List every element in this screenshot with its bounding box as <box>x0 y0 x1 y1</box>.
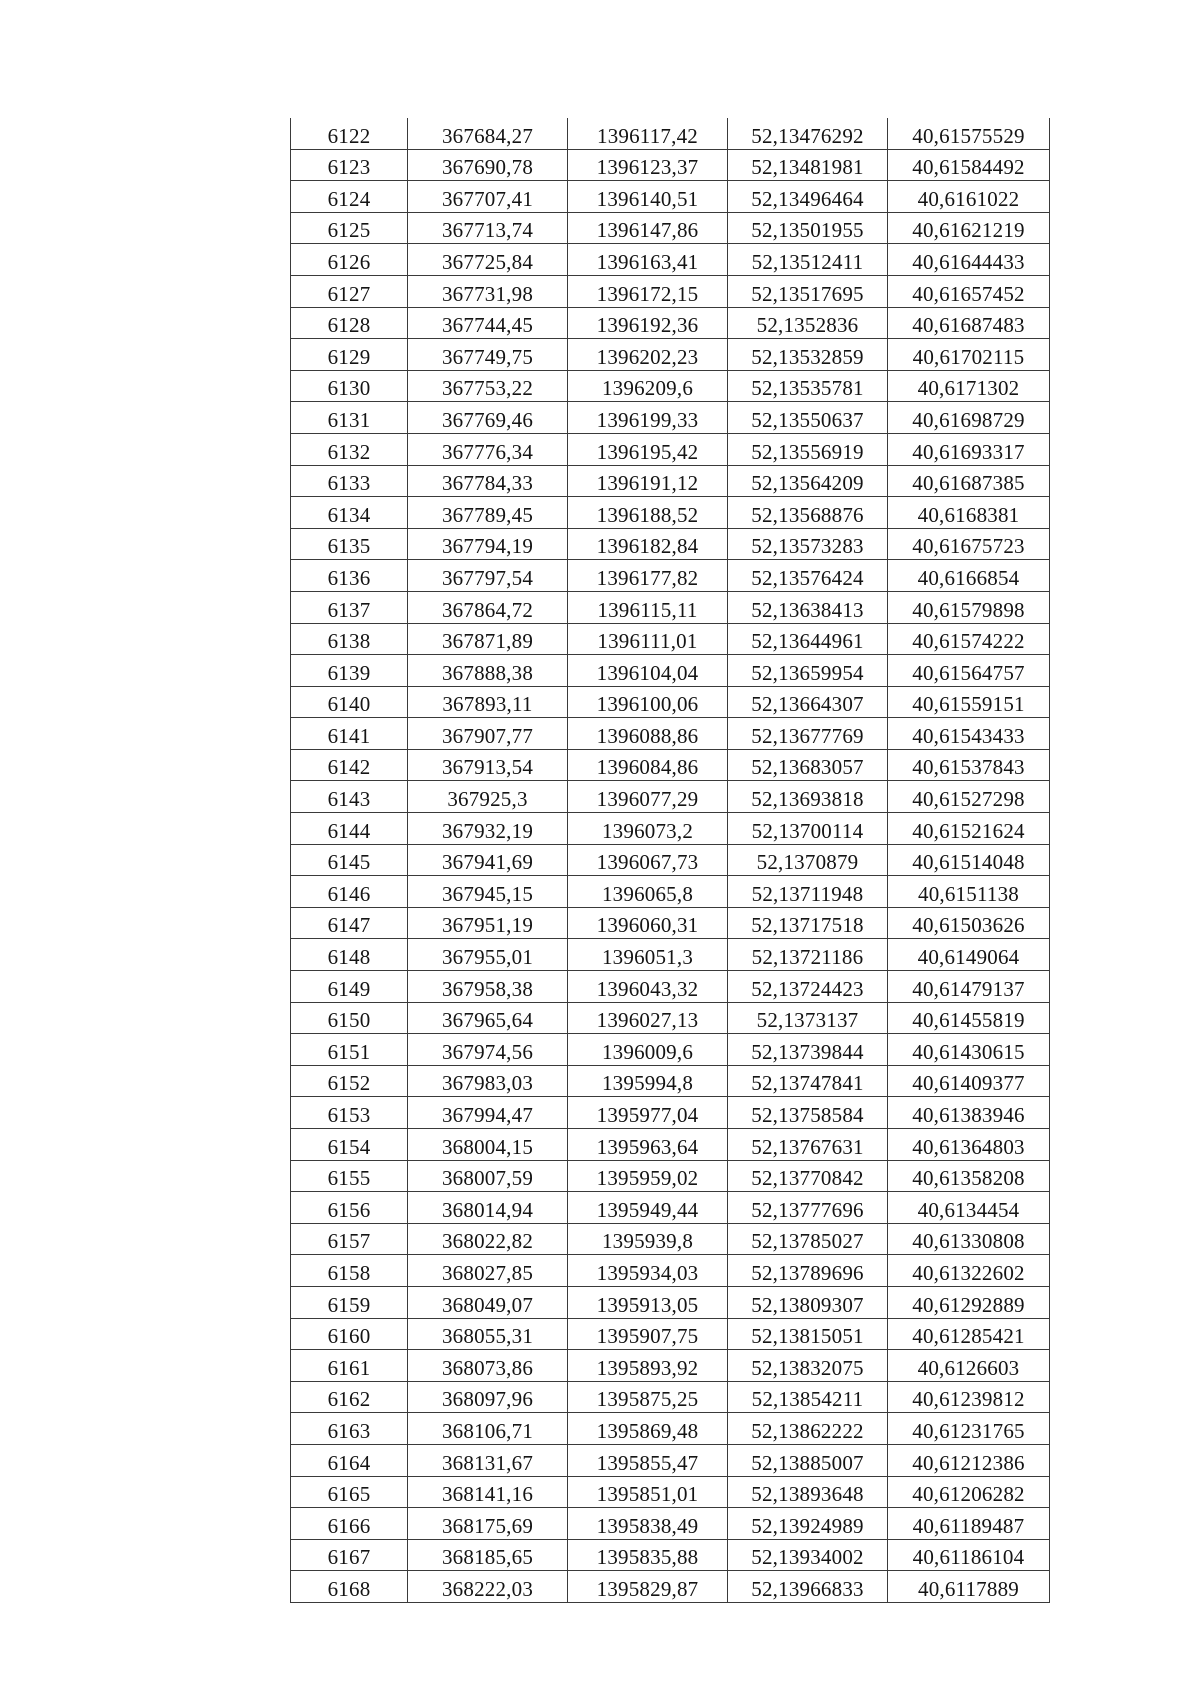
longitude-cell: 40,61189487 <box>888 1508 1050 1540</box>
longitude-cell: 40,61527298 <box>888 781 1050 813</box>
longitude-cell: 40,6168381 <box>888 497 1050 529</box>
x-coordinate-cell: 367744,45 <box>408 307 568 339</box>
point-number-cell: 6126 <box>291 244 408 276</box>
y-coordinate-cell: 1395893,92 <box>568 1350 728 1382</box>
point-number-cell: 6167 <box>291 1539 408 1571</box>
y-coordinate-cell: 1396104,04 <box>568 655 728 687</box>
table-row <box>291 813 1050 845</box>
y-coordinate-cell: 1396209,6 <box>568 370 728 402</box>
table-row <box>291 1413 1050 1445</box>
latitude-cell: 52,13532859 <box>728 339 888 371</box>
latitude-cell: 52,13535781 <box>728 370 888 402</box>
longitude-cell: 40,61383946 <box>888 1097 1050 1129</box>
point-number-cell: 6154 <box>291 1129 408 1161</box>
point-number-cell: 6137 <box>291 591 408 623</box>
x-coordinate-cell: 368022,82 <box>408 1223 568 1255</box>
point-number-cell: 6129 <box>291 339 408 371</box>
table-row <box>291 1160 1050 1192</box>
point-number-cell: 6158 <box>291 1255 408 1287</box>
table-row <box>291 1097 1050 1129</box>
x-coordinate-cell: 367794,19 <box>408 528 568 560</box>
point-number-cell: 6134 <box>291 497 408 529</box>
longitude-cell: 40,61239812 <box>888 1381 1050 1413</box>
point-number-cell: 6130 <box>291 370 408 402</box>
x-coordinate-cell: 368097,96 <box>408 1381 568 1413</box>
point-number-cell: 6160 <box>291 1318 408 1350</box>
longitude-cell: 40,61430615 <box>888 1034 1050 1066</box>
latitude-cell: 52,13924989 <box>728 1508 888 1540</box>
latitude-cell: 52,13576424 <box>728 560 888 592</box>
x-coordinate-cell: 367941,69 <box>408 844 568 876</box>
y-coordinate-cell: 1396043,32 <box>568 971 728 1003</box>
latitude-cell: 52,13758584 <box>728 1097 888 1129</box>
table-row <box>291 149 1050 181</box>
table-row <box>291 1476 1050 1508</box>
point-number-cell: 6149 <box>291 971 408 1003</box>
point-number-cell: 6131 <box>291 402 408 434</box>
table-row <box>291 339 1050 371</box>
x-coordinate-cell: 368175,69 <box>408 1508 568 1540</box>
longitude-cell: 40,6161022 <box>888 181 1050 213</box>
x-coordinate-cell: 367945,15 <box>408 876 568 908</box>
longitude-cell: 40,61292889 <box>888 1286 1050 1318</box>
table-row <box>291 1065 1050 1097</box>
table-row <box>291 1255 1050 1287</box>
point-number-cell: 6165 <box>291 1476 408 1508</box>
longitude-cell: 40,6117889 <box>888 1571 1050 1603</box>
longitude-cell: 40,61687483 <box>888 307 1050 339</box>
x-coordinate-cell: 367907,77 <box>408 718 568 750</box>
latitude-cell: 52,13517695 <box>728 275 888 307</box>
x-coordinate-cell: 367707,41 <box>408 181 568 213</box>
longitude-cell: 40,61621219 <box>888 212 1050 244</box>
x-coordinate-cell: 367974,56 <box>408 1034 568 1066</box>
latitude-cell: 52,13809307 <box>728 1286 888 1318</box>
y-coordinate-cell: 1396140,51 <box>568 181 728 213</box>
longitude-cell: 40,61657452 <box>888 275 1050 307</box>
point-number-cell: 6147 <box>291 907 408 939</box>
longitude-cell: 40,6171302 <box>888 370 1050 402</box>
longitude-cell: 40,61206282 <box>888 1476 1050 1508</box>
latitude-cell: 52,13785027 <box>728 1223 888 1255</box>
y-coordinate-cell: 1396060,31 <box>568 907 728 939</box>
table-row <box>291 244 1050 276</box>
point-number-cell: 6159 <box>291 1286 408 1318</box>
latitude-cell: 52,13644961 <box>728 623 888 655</box>
y-coordinate-cell: 1395829,87 <box>568 1571 728 1603</box>
latitude-cell: 52,13496464 <box>728 181 888 213</box>
longitude-cell: 40,61687385 <box>888 465 1050 497</box>
table-row <box>291 591 1050 623</box>
longitude-cell: 40,61702115 <box>888 339 1050 371</box>
table-row <box>291 907 1050 939</box>
x-coordinate-cell: 367871,89 <box>408 623 568 655</box>
point-number-cell: 6144 <box>291 813 408 845</box>
latitude-cell: 52,13717518 <box>728 907 888 939</box>
y-coordinate-cell: 1396009,6 <box>568 1034 728 1066</box>
x-coordinate-cell: 368073,86 <box>408 1350 568 1382</box>
table-row <box>291 370 1050 402</box>
latitude-cell: 52,13885007 <box>728 1444 888 1476</box>
latitude-cell: 52,1370879 <box>728 844 888 876</box>
y-coordinate-cell: 1396111,01 <box>568 623 728 655</box>
x-coordinate-cell: 367955,01 <box>408 939 568 971</box>
y-coordinate-cell: 1395838,49 <box>568 1508 728 1540</box>
table-row <box>291 402 1050 434</box>
point-number-cell: 6122 <box>291 118 408 149</box>
point-number-cell: 6150 <box>291 1002 408 1034</box>
table-row <box>291 655 1050 687</box>
y-coordinate-cell: 1396073,2 <box>568 813 728 845</box>
point-number-cell: 6127 <box>291 275 408 307</box>
table-row <box>291 1571 1050 1603</box>
latitude-cell: 52,13568876 <box>728 497 888 529</box>
y-coordinate-cell: 1395939,8 <box>568 1223 728 1255</box>
x-coordinate-cell: 367731,98 <box>408 275 568 307</box>
table-row <box>291 497 1050 529</box>
y-coordinate-cell: 1396100,06 <box>568 686 728 718</box>
point-number-cell: 6162 <box>291 1381 408 1413</box>
point-number-cell: 6124 <box>291 181 408 213</box>
y-coordinate-cell: 1395977,04 <box>568 1097 728 1129</box>
longitude-cell: 40,61644433 <box>888 244 1050 276</box>
latitude-cell: 52,13770842 <box>728 1160 888 1192</box>
latitude-cell: 52,13556919 <box>728 433 888 465</box>
y-coordinate-cell: 1396088,86 <box>568 718 728 750</box>
x-coordinate-cell: 368014,94 <box>408 1192 568 1224</box>
x-coordinate-cell: 368185,65 <box>408 1539 568 1571</box>
y-coordinate-cell: 1396027,13 <box>568 1002 728 1034</box>
point-number-cell: 6161 <box>291 1350 408 1382</box>
longitude-cell: 40,61584492 <box>888 149 1050 181</box>
latitude-cell: 52,13739844 <box>728 1034 888 1066</box>
y-coordinate-cell: 1395875,25 <box>568 1381 728 1413</box>
y-coordinate-cell: 1396115,11 <box>568 591 728 623</box>
x-coordinate-cell: 367932,19 <box>408 813 568 845</box>
x-coordinate-cell: 368222,03 <box>408 1571 568 1603</box>
y-coordinate-cell: 1395934,03 <box>568 1255 728 1287</box>
latitude-cell: 52,13711948 <box>728 876 888 908</box>
y-coordinate-cell: 1396067,73 <box>568 844 728 876</box>
point-number-cell: 6125 <box>291 212 408 244</box>
table-row <box>291 307 1050 339</box>
table-row <box>291 876 1050 908</box>
y-coordinate-cell: 1396065,8 <box>568 876 728 908</box>
latitude-cell: 52,13664307 <box>728 686 888 718</box>
longitude-cell: 40,61503626 <box>888 907 1050 939</box>
point-number-cell: 6148 <box>291 939 408 971</box>
point-number-cell: 6163 <box>291 1413 408 1445</box>
x-coordinate-cell: 367725,84 <box>408 244 568 276</box>
table-row <box>291 1223 1050 1255</box>
point-number-cell: 6151 <box>291 1034 408 1066</box>
table-row <box>291 433 1050 465</box>
y-coordinate-cell: 1395869,48 <box>568 1413 728 1445</box>
x-coordinate-cell: 367789,45 <box>408 497 568 529</box>
longitude-cell: 40,6166854 <box>888 560 1050 592</box>
longitude-cell: 40,61186104 <box>888 1539 1050 1571</box>
coordinates-table-body <box>291 118 1050 1602</box>
x-coordinate-cell: 367749,75 <box>408 339 568 371</box>
latitude-cell: 52,13693818 <box>728 781 888 813</box>
longitude-cell: 40,6134454 <box>888 1192 1050 1224</box>
table-row <box>291 528 1050 560</box>
y-coordinate-cell: 1396147,86 <box>568 212 728 244</box>
longitude-cell: 40,61358208 <box>888 1160 1050 1192</box>
latitude-cell: 52,13893648 <box>728 1476 888 1508</box>
x-coordinate-cell: 367864,72 <box>408 591 568 623</box>
latitude-cell: 52,13638413 <box>728 591 888 623</box>
x-coordinate-cell: 367965,64 <box>408 1002 568 1034</box>
table-row <box>291 1539 1050 1571</box>
x-coordinate-cell: 367690,78 <box>408 149 568 181</box>
y-coordinate-cell: 1395835,88 <box>568 1539 728 1571</box>
point-number-cell: 6128 <box>291 307 408 339</box>
latitude-cell: 52,13512411 <box>728 244 888 276</box>
longitude-cell: 40,61514048 <box>888 844 1050 876</box>
table-row <box>291 1318 1050 1350</box>
longitude-cell: 40,61574222 <box>888 623 1050 655</box>
table-row <box>291 844 1050 876</box>
point-number-cell: 6152 <box>291 1065 408 1097</box>
table-row <box>291 1034 1050 1066</box>
point-number-cell: 6132 <box>291 433 408 465</box>
longitude-cell: 40,61330808 <box>888 1223 1050 1255</box>
y-coordinate-cell: 1396163,41 <box>568 244 728 276</box>
longitude-cell: 40,61409377 <box>888 1065 1050 1097</box>
x-coordinate-cell: 368007,59 <box>408 1160 568 1192</box>
table-row <box>291 1192 1050 1224</box>
latitude-cell: 52,13700114 <box>728 813 888 845</box>
longitude-cell: 40,61564757 <box>888 655 1050 687</box>
point-number-cell: 6139 <box>291 655 408 687</box>
y-coordinate-cell: 1396172,15 <box>568 275 728 307</box>
x-coordinate-cell: 367713,74 <box>408 212 568 244</box>
y-coordinate-cell: 1396182,84 <box>568 528 728 560</box>
longitude-cell: 40,61479137 <box>888 971 1050 1003</box>
table-row <box>291 118 1050 149</box>
y-coordinate-cell: 1396195,42 <box>568 433 728 465</box>
table-row <box>291 1381 1050 1413</box>
latitude-cell: 52,13777696 <box>728 1192 888 1224</box>
longitude-cell: 40,61231765 <box>888 1413 1050 1445</box>
x-coordinate-cell: 367776,34 <box>408 433 568 465</box>
x-coordinate-cell: 368131,67 <box>408 1444 568 1476</box>
longitude-cell: 40,61212386 <box>888 1444 1050 1476</box>
point-number-cell: 6153 <box>291 1097 408 1129</box>
point-number-cell: 6142 <box>291 749 408 781</box>
table-row <box>291 1444 1050 1476</box>
latitude-cell: 52,13481981 <box>728 149 888 181</box>
x-coordinate-cell: 368027,85 <box>408 1255 568 1287</box>
longitude-cell: 40,6126603 <box>888 1350 1050 1382</box>
point-number-cell: 6168 <box>291 1571 408 1603</box>
longitude-cell: 40,6149064 <box>888 939 1050 971</box>
longitude-cell: 40,61559151 <box>888 686 1050 718</box>
x-coordinate-cell: 367958,38 <box>408 971 568 1003</box>
point-number-cell: 6164 <box>291 1444 408 1476</box>
latitude-cell: 52,13832075 <box>728 1350 888 1382</box>
x-coordinate-cell: 367753,22 <box>408 370 568 402</box>
x-coordinate-cell: 367994,47 <box>408 1097 568 1129</box>
longitude-cell: 40,61575529 <box>888 118 1050 149</box>
y-coordinate-cell: 1396191,12 <box>568 465 728 497</box>
point-number-cell: 6145 <box>291 844 408 876</box>
table-row <box>291 939 1050 971</box>
y-coordinate-cell: 1395994,8 <box>568 1065 728 1097</box>
x-coordinate-cell: 367784,33 <box>408 465 568 497</box>
latitude-cell: 52,13683057 <box>728 749 888 781</box>
x-coordinate-cell: 367769,46 <box>408 402 568 434</box>
longitude-cell: 40,61521624 <box>888 813 1050 845</box>
longitude-cell: 40,61285421 <box>888 1318 1050 1350</box>
x-coordinate-cell: 367951,19 <box>408 907 568 939</box>
point-number-cell: 6135 <box>291 528 408 560</box>
x-coordinate-cell: 368106,71 <box>408 1413 568 1445</box>
latitude-cell: 52,13862222 <box>728 1413 888 1445</box>
table-row <box>291 781 1050 813</box>
y-coordinate-cell: 1396077,29 <box>568 781 728 813</box>
longitude-cell: 40,61579898 <box>888 591 1050 623</box>
y-coordinate-cell: 1395963,64 <box>568 1129 728 1161</box>
latitude-cell: 52,13724423 <box>728 971 888 1003</box>
x-coordinate-cell: 367983,03 <box>408 1065 568 1097</box>
latitude-cell: 52,13573283 <box>728 528 888 560</box>
point-number-cell: 6143 <box>291 781 408 813</box>
latitude-cell: 52,13789696 <box>728 1255 888 1287</box>
longitude-cell: 40,6151138 <box>888 876 1050 908</box>
x-coordinate-cell: 368055,31 <box>408 1318 568 1350</box>
latitude-cell: 52,13934002 <box>728 1539 888 1571</box>
y-coordinate-cell: 1396051,3 <box>568 939 728 971</box>
latitude-cell: 52,13767631 <box>728 1129 888 1161</box>
latitude-cell: 52,13854211 <box>728 1381 888 1413</box>
latitude-cell: 52,13747841 <box>728 1065 888 1097</box>
latitude-cell: 52,13677769 <box>728 718 888 750</box>
point-number-cell: 6157 <box>291 1223 408 1255</box>
point-number-cell: 6133 <box>291 465 408 497</box>
latitude-cell: 52,13550637 <box>728 402 888 434</box>
y-coordinate-cell: 1395851,01 <box>568 1476 728 1508</box>
x-coordinate-cell: 368141,16 <box>408 1476 568 1508</box>
point-number-cell: 6140 <box>291 686 408 718</box>
x-coordinate-cell: 367925,3 <box>408 781 568 813</box>
longitude-cell: 40,61543433 <box>888 718 1050 750</box>
table-row <box>291 181 1050 213</box>
point-number-cell: 6136 <box>291 560 408 592</box>
longitude-cell: 40,61698729 <box>888 402 1050 434</box>
table-row <box>291 1002 1050 1034</box>
table-row <box>291 465 1050 497</box>
latitude-cell: 52,13721186 <box>728 939 888 971</box>
longitude-cell: 40,61455819 <box>888 1002 1050 1034</box>
x-coordinate-cell: 367913,54 <box>408 749 568 781</box>
longitude-cell: 40,61364803 <box>888 1129 1050 1161</box>
latitude-cell: 52,13564209 <box>728 465 888 497</box>
table-row <box>291 1129 1050 1161</box>
y-coordinate-cell: 1395855,47 <box>568 1444 728 1476</box>
y-coordinate-cell: 1396117,42 <box>568 118 728 149</box>
table-row <box>291 1350 1050 1382</box>
table-row <box>291 1508 1050 1540</box>
latitude-cell: 52,1352836 <box>728 307 888 339</box>
x-coordinate-cell: 368004,15 <box>408 1129 568 1161</box>
latitude-cell: 52,13501955 <box>728 212 888 244</box>
x-coordinate-cell: 367893,11 <box>408 686 568 718</box>
table-row <box>291 686 1050 718</box>
point-number-cell: 6138 <box>291 623 408 655</box>
x-coordinate-cell: 368049,07 <box>408 1286 568 1318</box>
longitude-cell: 40,61537843 <box>888 749 1050 781</box>
longitude-cell: 40,61322602 <box>888 1255 1050 1287</box>
point-number-cell: 6156 <box>291 1192 408 1224</box>
table-row <box>291 718 1050 750</box>
latitude-cell: 52,13815051 <box>728 1318 888 1350</box>
point-number-cell: 6166 <box>291 1508 408 1540</box>
table-row <box>291 971 1050 1003</box>
y-coordinate-cell: 1395913,05 <box>568 1286 728 1318</box>
y-coordinate-cell: 1395949,44 <box>568 1192 728 1224</box>
y-coordinate-cell: 1396188,52 <box>568 497 728 529</box>
y-coordinate-cell: 1395959,02 <box>568 1160 728 1192</box>
latitude-cell: 52,1373137 <box>728 1002 888 1034</box>
latitude-cell: 52,13476292 <box>728 118 888 149</box>
latitude-cell: 52,13966833 <box>728 1571 888 1603</box>
longitude-cell: 40,61675723 <box>888 528 1050 560</box>
x-coordinate-cell: 367797,54 <box>408 560 568 592</box>
y-coordinate-cell: 1396202,23 <box>568 339 728 371</box>
table-row <box>291 749 1050 781</box>
table-row <box>291 560 1050 592</box>
y-coordinate-cell: 1396123,37 <box>568 149 728 181</box>
table-row <box>291 623 1050 655</box>
x-coordinate-cell: 367684,27 <box>408 118 568 149</box>
table-row <box>291 275 1050 307</box>
y-coordinate-cell: 1396084,86 <box>568 749 728 781</box>
point-number-cell: 6155 <box>291 1160 408 1192</box>
x-coordinate-cell: 367888,38 <box>408 655 568 687</box>
table-row <box>291 212 1050 244</box>
y-coordinate-cell: 1396177,82 <box>568 560 728 592</box>
coordinates-table <box>290 118 1050 1603</box>
y-coordinate-cell: 1396199,33 <box>568 402 728 434</box>
longitude-cell: 40,61693317 <box>888 433 1050 465</box>
latitude-cell: 52,13659954 <box>728 655 888 687</box>
table-row <box>291 1286 1050 1318</box>
point-number-cell: 6141 <box>291 718 408 750</box>
point-number-cell: 6146 <box>291 876 408 908</box>
y-coordinate-cell: 1395907,75 <box>568 1318 728 1350</box>
point-number-cell: 6123 <box>291 149 408 181</box>
y-coordinate-cell: 1396192,36 <box>568 307 728 339</box>
